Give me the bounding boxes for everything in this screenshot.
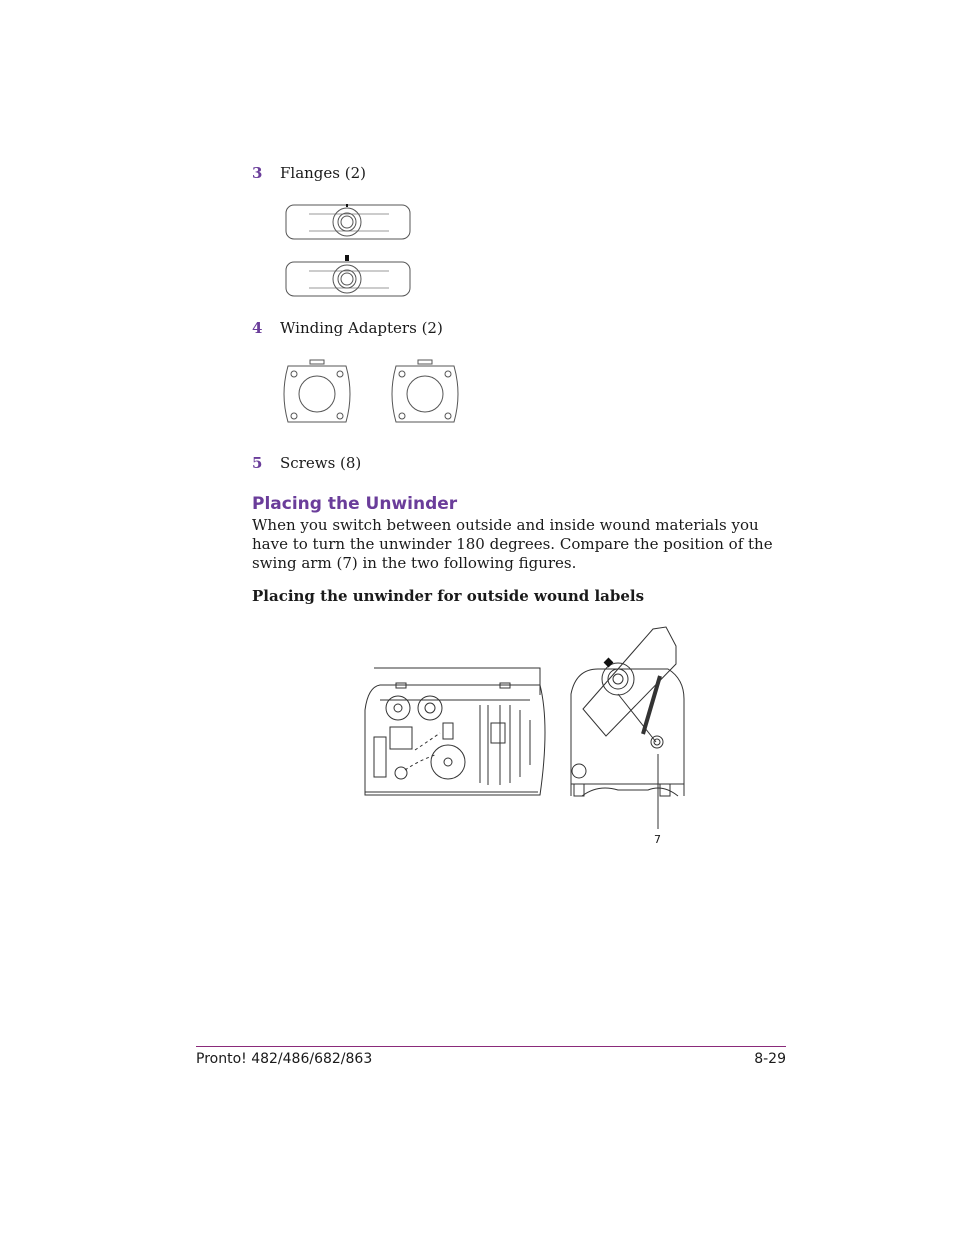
section-title: Placing the Unwinder bbox=[252, 494, 458, 514]
item-label-screws: Screws (8) bbox=[280, 454, 362, 472]
section-body: When you switch between outside and inside wound materials you have to turn the unwinder 180 degrees. Compare the position of the swing arm (7) in the two following figures. bbox=[252, 516, 773, 572]
flanges-illustration bbox=[284, 200, 414, 300]
swing-arm-callout: 7 bbox=[654, 833, 661, 846]
item-label-winding-adapters: Winding Adapters (2) bbox=[280, 319, 443, 337]
item-number-3: 3 bbox=[252, 164, 263, 182]
footer-rule bbox=[196, 1046, 786, 1047]
item-number-5: 5 bbox=[252, 454, 263, 472]
winding-adapters-illustration bbox=[280, 356, 465, 431]
page-number: 8-29 bbox=[754, 1051, 786, 1067]
footer-title: Pronto! 482/486/682/863 bbox=[196, 1051, 373, 1067]
item-label-flanges: Flanges (2) bbox=[280, 164, 367, 182]
item-number-4: 4 bbox=[252, 319, 263, 337]
figure-subheading: Placing the unwinder for outside wound labels bbox=[252, 587, 645, 605]
printer-side-view-illustration bbox=[360, 665, 555, 800]
unwinder-end-view-illustration bbox=[568, 624, 683, 804]
